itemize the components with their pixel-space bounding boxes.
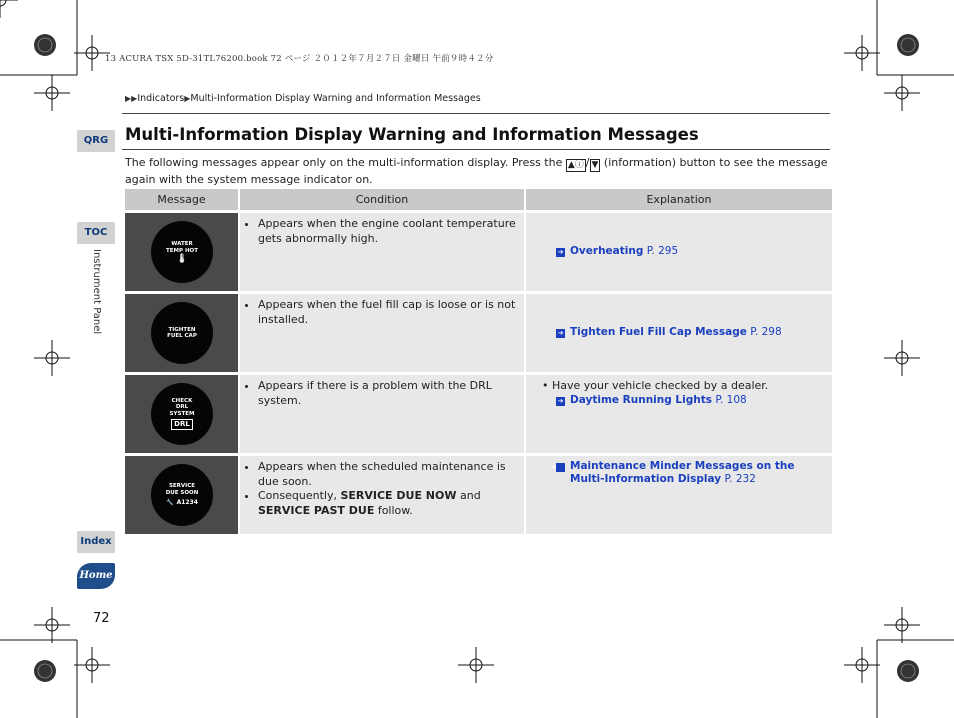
- header-message: Message: [125, 189, 240, 210]
- table-row: [125, 294, 832, 372]
- messages-table: [125, 186, 832, 537]
- home-button[interactable]: Home: [77, 563, 115, 589]
- explanation-cell: [526, 294, 832, 372]
- coolant-temperature-icon: 🌡: [176, 254, 188, 265]
- explanation-text: Have your vehicle checked by a dealer.: [552, 379, 769, 392]
- xref-title[interactable]: Daytime Running Lights: [570, 393, 712, 406]
- header-condition: Condition: [240, 189, 526, 210]
- condition-item: • Appears if there is a problem with the DRL system.: [258, 379, 518, 408]
- display-text: TEMP HOT: [166, 247, 198, 254]
- condition-item: • Consequently, SERVICE DUE NOW and SERVICE PAST DUE follow.: [258, 489, 518, 518]
- water-temp-hot-display: [151, 221, 213, 283]
- xref-arrow-icon: ➔: [557, 396, 564, 405]
- print-header: 13 ACURA TSX 5D-31TL76200.book 72 ページ ２０１２年７月２７日 金曜日 午前９時４２分: [105, 54, 494, 64]
- condition-item: • Appears when the engine coolant temperature gets abnormally high.: [258, 217, 518, 246]
- toc-button[interactable]: TOC: [77, 222, 115, 244]
- message-image-cell: [125, 456, 240, 534]
- condition-cell: [240, 294, 526, 372]
- tighten-fuel-cap-display: [151, 302, 213, 364]
- xref-title[interactable]: Overheating: [570, 245, 644, 257]
- page-title: Multi-Information Display Warning and Information Messages: [125, 125, 699, 144]
- explanation-bullet: • Have your vehicle checked by a dealer.: [542, 379, 769, 392]
- xref-title[interactable]: Tighten Fuel Fill Cap Message: [570, 326, 747, 338]
- xref-arrow-icon: ➔: [556, 463, 565, 472]
- intro-before: The following messages appear only on the multi-information display. Press the: [125, 156, 563, 169]
- info-down-key-icon: ▼: [591, 160, 599, 170]
- intro-after: (information) button to see the message again with the system message indicator on.: [125, 156, 828, 186]
- display-text: CHECK: [171, 397, 193, 404]
- xref-title[interactable]: Maintenance Minder Messages on the Multi-Information Display: [570, 460, 795, 485]
- xref-page[interactable]: P. 108: [715, 393, 747, 406]
- xref-arrow-icon: ➔: [557, 329, 564, 337]
- xref-page[interactable]: P. 298: [750, 326, 782, 338]
- intro-slash: /: [585, 156, 590, 169]
- info-up-key-icon: ▲ⓘ: [567, 160, 584, 170]
- display-text: SERVICE: [168, 483, 196, 490]
- explanation-cell: [526, 213, 832, 291]
- explanation-cell: [526, 375, 832, 453]
- breadcrumb: [125, 93, 481, 104]
- title-rule: [122, 149, 830, 150]
- explanation-cell: [526, 456, 832, 534]
- condition-item: • Appears when the fuel fill cap is loose or is not installed.: [258, 298, 518, 327]
- breadcrumb-separator-icon: ▶: [184, 94, 191, 103]
- table-header-row: [125, 189, 832, 210]
- xref-link[interactable]: [550, 460, 826, 486]
- page-number: 72: [93, 611, 110, 626]
- breadcrumb-current: Multi-Information Display Warning and Information Messages: [190, 93, 481, 104]
- display-text: FUEL CAP: [167, 333, 197, 339]
- message-image-cell: [125, 375, 240, 453]
- condition-cell: [240, 213, 526, 291]
- section-label: Instrument Panel: [91, 249, 102, 335]
- top-rule: [122, 113, 830, 114]
- check-drl-system-display: [151, 383, 213, 445]
- xref-page[interactable]: P. 295: [646, 245, 679, 257]
- xref-link[interactable]: [556, 245, 826, 258]
- drl-indicator-icon: DRL: [171, 419, 193, 430]
- breadcrumb-arrow-icon: ▶▶: [125, 94, 138, 103]
- display-text: DRL: [175, 404, 189, 411]
- table-row: [125, 213, 832, 291]
- index-button[interactable]: Index: [77, 531, 115, 553]
- display-text: DUE SOON: [165, 489, 199, 496]
- display-text: TIGHTEN: [168, 326, 196, 333]
- table-row: [125, 456, 832, 534]
- xref-link[interactable]: [556, 394, 826, 407]
- message-image-cell: [125, 294, 240, 372]
- breadcrumb-parent[interactable]: Indicators: [137, 93, 185, 104]
- table-row: [125, 375, 832, 453]
- xref-link[interactable]: [556, 326, 826, 339]
- condition-cell: [240, 375, 526, 453]
- service-code: A1234: [176, 499, 198, 507]
- service-code-row: [166, 500, 198, 507]
- xref-arrow-icon: ➔: [557, 248, 564, 256]
- xref-page[interactable]: P. 232: [724, 473, 756, 485]
- qrg-button[interactable]: QRG: [77, 130, 115, 152]
- intro-paragraph: [125, 155, 830, 187]
- condition-item: • Appears when the scheduled maintenance is due soon.: [258, 460, 518, 489]
- display-text: WATER: [171, 241, 193, 248]
- message-image-cell: [125, 213, 240, 291]
- service-due-soon-display: [151, 464, 213, 526]
- header-explanation: Explanation: [526, 189, 832, 210]
- wrench-icon: 🔧: [166, 499, 174, 507]
- display-text: SYSTEM: [169, 410, 195, 417]
- condition-cell: [240, 456, 526, 534]
